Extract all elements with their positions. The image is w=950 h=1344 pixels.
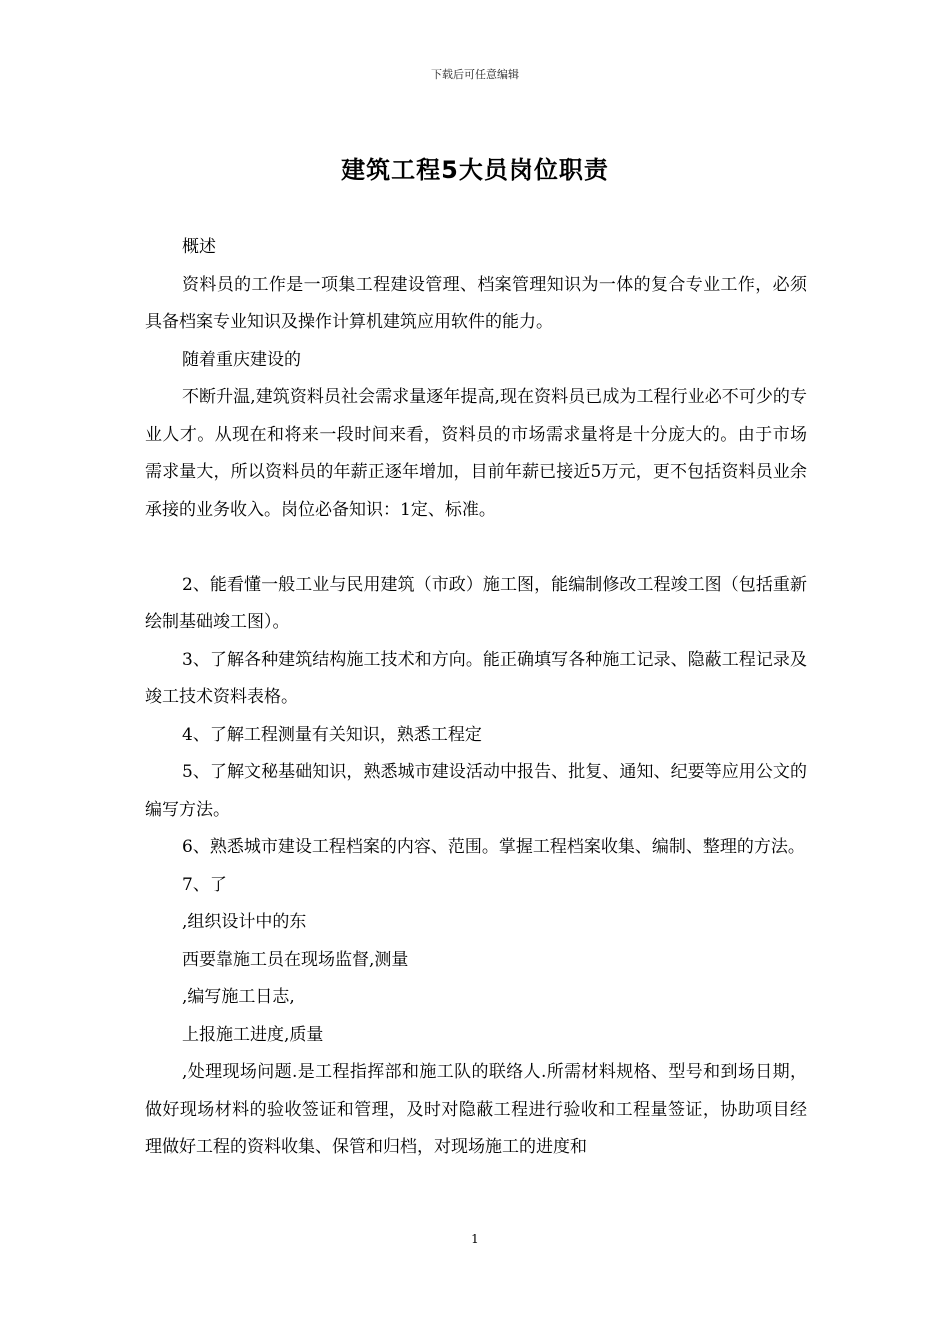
paragraph-item-5: 5、了解文秘基础知识，熟悉城市建设活动中报告、批复、通知、纪要等应用公文的编写方法。 bbox=[145, 762, 807, 820]
paragraph-item-6: 6、熟悉城市建设工程档案的内容、范围。掌握工程档案收集、编制、整理的方法。 bbox=[182, 837, 805, 857]
page-number: 1 bbox=[471, 1232, 479, 1246]
paragraph-item-3: 3、了解各种建筑结构施工技术和方向。能正确填写各种施工记录、隐蔽工程记录及竣工技术资料表格。 bbox=[145, 649, 807, 707]
paragraph-fragment-organize: ,组织设计中的东 bbox=[182, 912, 307, 932]
document-title: 建筑工程5大员岗位职责 bbox=[341, 156, 609, 184]
paragraph-item-7: 7、了 bbox=[182, 874, 227, 895]
paragraph-item-4: 4、了解工程测量有关知识，熟悉工程定 bbox=[182, 724, 482, 745]
paragraph-fragment-progress: 上报施工进度,质量 bbox=[182, 1024, 324, 1045]
header-note: 下载后可任意编辑 bbox=[431, 68, 519, 81]
paragraph-chongqing: 随着重庆建设的 bbox=[182, 349, 301, 370]
paragraph-fragment-supervise: 西要靠施工员在现场监督,测量 bbox=[182, 949, 409, 970]
paragraph-site-duties: ,处理现场问题.是工程指挥部和施工队的联络人.所需材料规格、型号和到场日期，做好现场材料的验收签证和管理，及时对隐蔽工程进行验收和工程量签证，协助项目经理做好工程的资料收集、保管和归档，对现场施工的进度和 bbox=[145, 1062, 807, 1157]
paragraph-intro: 资料员的工作是一项集工程建设管理、档案管理知识为一体的复合专业工作，必须具备档案专业知识及操作计算机建筑应用软件的能力。 bbox=[145, 274, 807, 332]
paragraph-fragment-log: ,编写施工日志, bbox=[182, 987, 295, 1007]
paragraph-item-2: 2、能看懂一般工业与民用建筑（市政）施工图，能编制修改工程竣工图（包括重新绘制基础竣工图）。 bbox=[145, 574, 807, 632]
document-body bbox=[145, 229, 807, 1167]
paragraph-demand: 不断升温,建筑资料员社会需求量逐年提高,现在资料员已成为工程行业必不可少的专业人才。从现在和将来一段时间来看，资料员的市场需求量将是十分庞大的。由于市场需求量大，所以资料员的年薪正逐年增加，目前年薪已接近5万元，更不包括资料员业余承接的业务收入。岗位必备知识：1定、标准。 bbox=[145, 387, 807, 520]
paragraph-overview-heading: 概述 bbox=[182, 237, 216, 257]
